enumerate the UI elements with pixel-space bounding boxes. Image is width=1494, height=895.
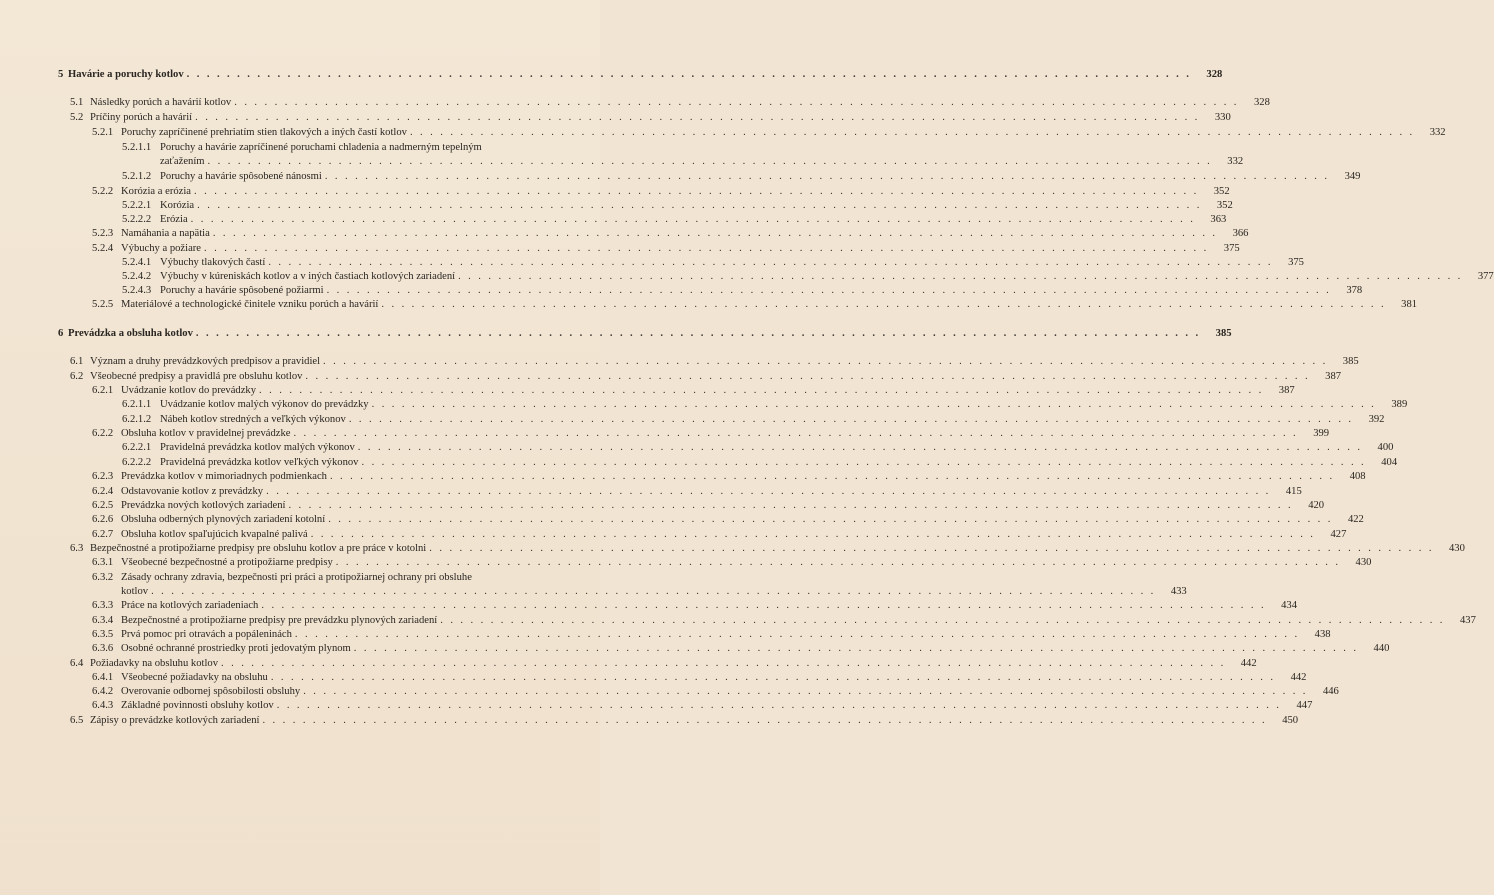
toc-entry-6-2-2-1[interactable] [122, 441, 1394, 454]
entry-number: 6.4.2 [92, 686, 114, 697]
toc-entry-6-3-5[interactable] [92, 628, 1331, 641]
entry-number: 6.3.5 [92, 629, 114, 640]
entry-title: Namáhania a napätia [121, 228, 210, 239]
entry-page: 430 [1449, 543, 1465, 554]
entry-title: Výbuchy a požiare [121, 243, 202, 254]
entry-number: 6.3.4 [92, 615, 114, 626]
dot-leader [336, 556, 1341, 569]
entry-page: 387 [1278, 385, 1295, 396]
toc-entry-6-4[interactable] [70, 657, 1257, 670]
toc-entry-6-2-2[interactable] [92, 427, 1330, 440]
entry-title: Nábeh kotlov stredných a veľkých výkonov [160, 414, 346, 425]
entry-title: Prvá pomoc pri otravách a popáleninách [121, 629, 292, 640]
entry-number: 5.2 [70, 112, 84, 123]
dot-leader [187, 68, 1192, 81]
toc-entry-6-4-2[interactable] [92, 685, 1339, 698]
toc-entry-6-2-2-2[interactable] [122, 456, 1398, 469]
entry-page: 442 [1240, 658, 1257, 669]
toc-chapter-6[interactable] [58, 327, 1232, 340]
entry-title: Výbuchy v kúreniskách kotlov a v iných častiach kotlových zariadení [160, 271, 456, 282]
entry-title: Odstavovanie kotlov z prevádzky [121, 486, 264, 497]
toc-entry-5-2-1-2[interactable] [122, 170, 1361, 183]
entry-page: 399 [1313, 428, 1330, 439]
entry-page: 404 [1381, 457, 1398, 468]
entry-page: 349 [1344, 171, 1361, 182]
entry-title: Obsluha kotlov spaľujúcich kvapalné palivá [121, 529, 308, 540]
entry-title: Havárie a poruchy kotlov [68, 69, 184, 80]
toc-entry-6-2-1[interactable] [92, 384, 1295, 397]
entry-number: 5 [58, 69, 64, 80]
entry-title: Všeobecné bezpečnostné a protipožiarne predpisy [121, 557, 333, 568]
entry-page: 427 [1330, 529, 1347, 540]
entry-page: 433 [1170, 586, 1187, 597]
entry-page: 375 [1223, 243, 1240, 254]
dot-leader [327, 284, 1332, 297]
dot-leader [259, 384, 1264, 397]
entry-title: Výbuchy tlakových častí [160, 257, 266, 268]
entry-number: 5.2.4.1 [122, 257, 152, 268]
toc-chapter-5[interactable] [58, 68, 1223, 81]
entry-title: Obsluha odberných plynových zariadení kotolní [121, 514, 326, 525]
entry-number: 5.2.2.1 [122, 200, 152, 211]
dot-leader [311, 528, 1316, 541]
entry-page: 385 [1342, 356, 1359, 367]
entry-number: 6.2 [70, 371, 84, 382]
entry-page: 328 [1253, 97, 1270, 108]
dot-leader [262, 714, 1267, 727]
dot-leader [261, 599, 1266, 612]
entry-title: Prevádzka kotlov v mimoriadnych podmienkach [121, 471, 327, 482]
entry-number: 6.2.1.1 [122, 399, 152, 410]
entry-number: 5.2.4.2 [122, 271, 152, 282]
entry-title: Poruchy zapríčinené prehriatím stien tlakových a iných častí kotlov [121, 127, 407, 138]
entry-page: 389 [1391, 399, 1408, 410]
entry-title: Prevádzka nových kotlových zariadení [121, 500, 286, 511]
dot-leader [358, 441, 1363, 454]
dot-leader [325, 170, 1330, 183]
entry-page: 447 [1296, 700, 1313, 711]
toc-entry-6-2[interactable] [70, 370, 1342, 383]
dot-leader [372, 398, 1377, 411]
entry-number: 6.4 [70, 658, 84, 669]
dot-leader [191, 213, 1196, 226]
entry-page: 440 [1373, 643, 1390, 654]
dot-leader [151, 585, 1156, 598]
entry-title: Osobné ochranné prostriedky proti jedovatým plynom [121, 643, 351, 654]
entry-number: 5.2.1.1 [122, 142, 152, 153]
dot-leader [277, 699, 1282, 712]
entry-title: Zápisy o prevádzke kotlových zariadení [90, 715, 260, 726]
entry-page: 422 [1347, 514, 1364, 525]
entry-number: 6.2.5 [92, 500, 114, 511]
toc-entry-6-2-3[interactable] [92, 470, 1366, 483]
entry-title: Poruchy a havárie spôsobené nánosmi [160, 171, 322, 182]
toc-entry-5-2-4-1[interactable] [122, 256, 1304, 269]
dot-leader [196, 327, 1201, 340]
entry-page: 437 [1459, 615, 1476, 626]
entry-title: Pravidelná prevádzka kotlov malých výkonov [160, 442, 355, 453]
entry-number: 6.2.1 [92, 385, 114, 396]
entry-number: 5.2.4 [92, 243, 114, 254]
entry-page: 430 [1355, 557, 1372, 568]
entry-number: 6.2.2 [92, 428, 114, 439]
entry-page: 332 [1429, 127, 1446, 138]
toc-entry-6-3[interactable] [70, 542, 1465, 555]
dot-leader [354, 642, 1359, 655]
entry-title: Korózia a erózia [121, 186, 191, 197]
entry-number: 5.2.2 [92, 186, 114, 197]
toc-entry-6-1[interactable] [70, 355, 1359, 368]
entry-title: Obsluha kotlov v pravidelnej prevádzke [121, 428, 291, 439]
entry-title: Materiálové a technologické činitele vzniku porúch a havárií [121, 299, 379, 310]
toc-entry-5-2-4-3[interactable] [122, 284, 1363, 297]
entry-title: Bezpečnostné a protipožiarne predpisy pre obsluhu kotlov a pre práce v kotolni [90, 543, 427, 554]
entry-number: 5.2.2.2 [122, 214, 152, 225]
entry-page: 377 [1477, 271, 1494, 282]
entry-number: 5.2.4.3 [122, 285, 152, 296]
toc-entry-6-3-2-cont[interactable] [121, 585, 1187, 598]
toc-entry-6-3-1[interactable] [92, 556, 1372, 569]
entry-page: 438 [1314, 629, 1331, 640]
toc-entry-6-3-3[interactable] [92, 599, 1297, 612]
toc-entry-5-2[interactable] [70, 111, 1231, 124]
toc-entry-6-2-7[interactable] [92, 528, 1347, 541]
entry-title: Korózia [160, 200, 195, 211]
toc-entry-5-2-4[interactable] [92, 242, 1240, 255]
entry-title: Pravidelná prevádzka kotlov veľkých výkonov [160, 457, 359, 468]
toc-entry-6-5[interactable] [70, 714, 1299, 727]
entry-number: 6.3.3 [92, 600, 114, 611]
dot-leader [349, 413, 1354, 426]
dot-leader [458, 270, 1463, 283]
toc-entry-6-3-2[interactable] [92, 571, 548, 584]
entry-page: 442 [1290, 672, 1307, 683]
dot-leader [410, 126, 1415, 139]
toc-entry-5-2-1-1-cont[interactable] [160, 155, 1244, 168]
entry-title: Všeobecné požiadavky na obsluhu [121, 672, 268, 683]
toc-entry-5-2-2-2[interactable] [122, 213, 1227, 226]
entry-page: 363 [1210, 214, 1227, 225]
dot-leader [440, 614, 1445, 627]
entry-page: 400 [1377, 442, 1394, 453]
dot-leader [195, 111, 1200, 124]
entry-number: 6.2.6 [92, 514, 114, 525]
entry-number: 6.2.7 [92, 529, 114, 540]
toc-entry-5-2-3[interactable] [92, 227, 1249, 240]
dot-leader [303, 685, 1308, 698]
dot-leader [328, 513, 1333, 526]
entry-page: 328 [1206, 69, 1223, 80]
entry-title: Prevádzka a obsluha kotlov [68, 328, 193, 339]
toc-entry-5-1[interactable] [70, 96, 1270, 109]
dot-leader [221, 657, 1226, 670]
entry-number: 6.1 [70, 356, 84, 367]
dot-leader [266, 485, 1271, 498]
entry-page: 352 [1216, 200, 1233, 211]
entry-number: 6.3 [70, 543, 84, 554]
entry-number: 6.2.4 [92, 486, 114, 497]
toc-entry-6-4-1[interactable] [92, 671, 1307, 684]
dot-leader [208, 155, 1213, 168]
entry-page: 385 [1215, 328, 1232, 339]
entry-title-continued: kotlov [121, 586, 149, 597]
entry-title: Základné povinnosti obsluhy kotlov [121, 700, 274, 711]
dot-leader [293, 427, 1298, 440]
dot-leader [204, 242, 1209, 255]
entry-number: 5.2.3 [92, 228, 114, 239]
dot-leader [271, 671, 1276, 684]
entry-page: 352 [1213, 186, 1230, 197]
entry-page: 434 [1281, 600, 1297, 611]
dot-leader [429, 542, 1434, 555]
entry-number: 5.2.1.2 [122, 171, 152, 182]
dot-leader [234, 96, 1239, 109]
entry-number: 6.3.2 [92, 572, 114, 583]
toc-entry-5-2-2[interactable] [92, 185, 1230, 198]
entry-title: Uvádzanie kotlov malých výkonov do prevádzky [160, 399, 369, 410]
entry-title: Overovanie odbornej spôsobilosti obsluhy [121, 686, 301, 697]
toc-entry-6-2-5[interactable] [92, 499, 1325, 512]
entry-title: Erózia [160, 214, 188, 225]
entry-title: Požiadavky na obsluhu kotlov [90, 658, 218, 669]
toc-entry-6-2-4[interactable] [92, 485, 1302, 498]
entry-number: 6.3.6 [92, 643, 114, 654]
entry-page: 375 [1288, 257, 1304, 268]
entry-number: 6.2.1.2 [122, 414, 152, 425]
entry-page: 415 [1285, 486, 1302, 497]
entry-title: Práce na kotlových zariadeniach [121, 600, 259, 611]
entry-title: Bezpečnostné a protipožiarne predpisy pre prevádzku plynových zariadení [121, 615, 438, 626]
entry-title: Poruchy a havárie zapríčinené poruchami chladenia a nadmerným tepelným [160, 142, 482, 153]
entry-title-continued: zaťažením [160, 156, 205, 167]
dot-leader [381, 298, 1386, 311]
dot-leader [288, 499, 1293, 512]
entry-number: 5.2.5 [92, 299, 114, 310]
entry-title: Význam a druhy prevádzkových predpisov a pravidiel [90, 356, 321, 367]
entry-title: Poruchy a havárie spôsobené požiarmi [160, 285, 324, 296]
entry-title: Uvádzanie kotlov do prevádzky [121, 385, 257, 396]
toc-entry-5-2-1-1[interactable] [122, 141, 548, 154]
entry-page: 392 [1368, 414, 1385, 425]
entry-number: 6.2.2.2 [122, 457, 152, 468]
toc-entry-5-2-4-2[interactable] [122, 270, 1494, 283]
dot-leader [197, 199, 1202, 212]
entry-number: 6 [58, 328, 64, 339]
entry-number: 6.2.2.1 [122, 442, 152, 453]
entry-page: 330 [1214, 112, 1231, 123]
dot-leader [330, 470, 1335, 483]
entry-number: 6.3.1 [92, 557, 114, 568]
dot-leader [194, 185, 1199, 198]
entry-number: 6.4.3 [92, 700, 114, 711]
toc-entry-5-2-5[interactable] [92, 298, 1418, 311]
entry-page: 378 [1346, 285, 1363, 296]
entry-number: 6.2.3 [92, 471, 114, 482]
toc-entry-6-2-6[interactable] [92, 513, 1364, 526]
entry-page: 446 [1322, 686, 1339, 697]
entry-number: 5.1 [70, 97, 84, 108]
toc-entry-5-2-2-1[interactable] [122, 199, 1233, 212]
entry-page: 332 [1227, 156, 1244, 167]
entry-number: 5.2.1 [92, 127, 114, 138]
entry-title: Zásady ochrany zdravia, bezpečnosti pri práci a protipožiarnej ochrany pri obsluhe [121, 572, 472, 583]
entry-page: 387 [1325, 371, 1342, 382]
dot-leader [295, 628, 1300, 641]
entry-page: 450 [1282, 715, 1299, 726]
entry-page: 420 [1308, 500, 1325, 511]
entry-page: 381 [1401, 299, 1418, 310]
dot-leader [361, 456, 1366, 469]
dot-leader [268, 256, 1273, 269]
entry-title: Príčiny porúch a havárií [90, 112, 193, 123]
toc-entry-6-4-3[interactable] [92, 699, 1313, 712]
toc-entry-6-3-6[interactable] [92, 642, 1390, 655]
toc-entry-6-2-1-1[interactable] [122, 398, 1408, 411]
entry-title: Všeobecné predpisy a pravidlá pre obsluhu kotlov [90, 371, 303, 382]
dot-leader [323, 355, 1328, 368]
entry-page: 366 [1232, 228, 1249, 239]
toc-entry-6-2-1-2[interactable] [122, 413, 1385, 426]
entry-number: 6.5 [70, 715, 84, 726]
entry-title: Následky porúch a havárií kotlov [90, 97, 232, 108]
dot-leader [213, 227, 1218, 240]
entry-number: 6.4.1 [92, 672, 114, 683]
toc-entry-5-2-1[interactable] [92, 126, 1446, 139]
toc-entry-6-3-4[interactable] [92, 614, 1476, 627]
dot-leader [305, 370, 1310, 383]
entry-page: 408 [1349, 471, 1366, 482]
